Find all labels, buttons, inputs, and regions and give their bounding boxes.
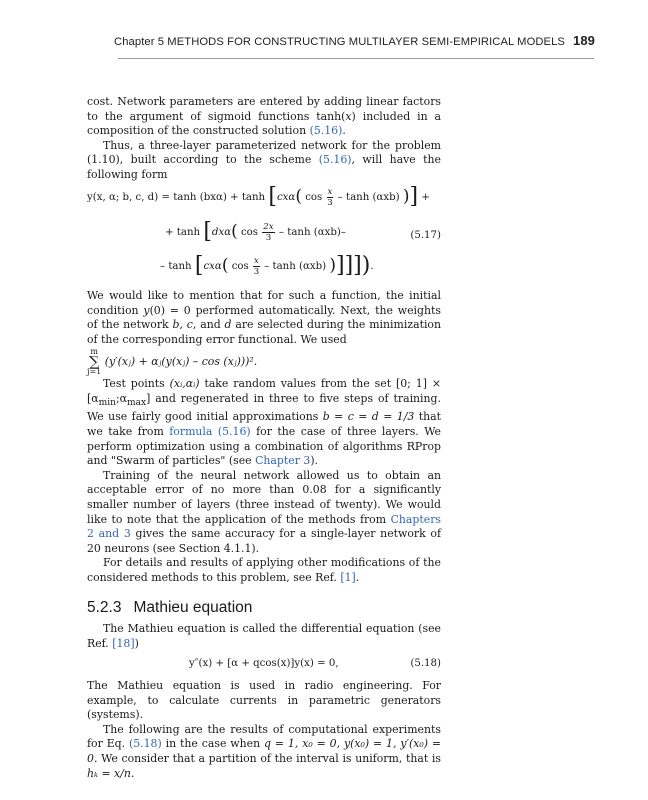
text: ).: [310, 454, 319, 468]
text: Thus, a three-layer parameterized network for the problem (1.10), built according to the scheme: [87, 138, 441, 167]
text: The following are the results of computational experiments for Eq.: [87, 722, 441, 751]
text: ): [134, 636, 139, 650]
text: For details and results of applying other modifications of the considered methods to this problem, see Ref.: [87, 556, 441, 584]
page-number: 189: [573, 33, 595, 48]
text: (0) = 0 performed automatically. Next, the weights of the network: [87, 303, 441, 332]
equation-5-18: [87, 658, 441, 669]
eq-term: cos: [231, 261, 249, 272]
text: Training of the neural network allowed us to obtain an acceptable error of no more than 0.08 for a significantly smaller number of layers (three instead of twenty). We would like to note that the application of the methods from: [87, 468, 441, 526]
text: (xᵢ,αᵢ): [169, 377, 200, 390]
text: .: [342, 124, 346, 138]
text: gives the same accuracy for a single-layer network of 20 neurons (see Section 4.1.1).: [87, 527, 441, 555]
running-head: [114, 33, 595, 48]
chapter-3-link[interactable]: Chapter 3: [255, 454, 311, 468]
text: b = c = d = 1/3: [322, 410, 415, 424]
eq-term: – tanh: [160, 261, 192, 272]
equation-5-17-line-2: + tanh [dxα( cos $\frac{2x}{3}$ – tanh (αxb)– (5.17): [165, 219, 441, 244]
eq-term: cxα: [203, 261, 222, 272]
numerator: x: [254, 255, 259, 266]
text: that we take from: [87, 410, 441, 438]
ref-1-link[interactable]: [1]: [340, 570, 356, 584]
text: cost. Network parameters are entered by adding linear factors to the argument of sigmoid functions tanh(: [87, 95, 441, 123]
functional: (y′(xⱼ) + αⱼ(y(xⱼ) – cos (xⱼ)))².: [104, 355, 258, 369]
text: .: [130, 766, 135, 780]
formula-link-5-16[interactable]: formula (5.16): [169, 424, 251, 438]
text: ,: [179, 318, 187, 332]
equation-number: (5.17): [410, 230, 441, 241]
eq-term: cxα: [276, 192, 296, 203]
text: The Mathieu equation is called the differential equation (see Ref.: [87, 622, 441, 650]
text: The Mathieu equation is used in radio engineering. For example, to calculate currents in parametric generators (systems).: [87, 679, 441, 722]
eq-body: y″(x) + [α + qcos(x)]y(x) = 0,: [189, 658, 339, 669]
fraction: [253, 256, 260, 277]
text: are selected during the minimization of the corresponding error functional. We used: [87, 318, 442, 346]
eq-link-5-18[interactable]: (5.18): [128, 737, 162, 751]
text: ;α: [115, 391, 127, 405]
equation-5-17-line-3: – tanh [cxα( cos $\frac{x}{3}$ – tanh (αxb) )]]]).: [160, 253, 374, 278]
text: take random values from the set [0; 1] × [α: [87, 377, 441, 405]
header-rule: [118, 58, 594, 59]
chapters-2-3-link[interactable]: Chapters 2 and 3: [87, 512, 441, 541]
eq-term: –: [340, 227, 346, 238]
ref-18-link[interactable]: [18]: [112, 636, 135, 650]
eq-link-5-16[interactable]: (5.16): [318, 153, 352, 167]
eq-link-5-16[interactable]: (5.16): [309, 124, 343, 138]
text: for the case of three layers. We perform optimization using a combination of algorithms RProp and "Swarm of particles" (see: [87, 424, 441, 468]
equation-5-17-line-1: y(x, α; b, c, d) = tanh (bxα) + tanh [cxα( cos $\frac{x}{3}$ – tanh (αxb) )] +: [87, 184, 430, 209]
eq-lhs: y(x, α; b, c, d) = tanh (bxα) + tanh: [87, 192, 266, 203]
text: , will have the following form: [87, 153, 442, 181]
text: in the case when: [161, 737, 265, 751]
sum-symbol: ∑: [89, 354, 100, 371]
denominator: 3: [253, 266, 260, 277]
text: max: [127, 397, 147, 408]
text: y: [143, 303, 150, 317]
text: min: [98, 397, 116, 408]
numerator: 2x: [263, 221, 274, 232]
denominator: 3: [265, 232, 272, 243]
denominator: 3: [327, 197, 333, 208]
running-title: Chapter 5 METHODS FOR CONSTRUCTING MULTILAYER SEMI-EMPIRICAL MODELS: [114, 36, 565, 48]
eq-term: cos: [305, 192, 323, 203]
eq-term: tanh (αxb): [345, 192, 400, 203]
text: ) included in a composition of the constructed solution: [87, 109, 442, 138]
text: Test points: [103, 377, 170, 390]
eq-term: +: [421, 192, 430, 203]
eq-term: tanh (αxb): [272, 261, 327, 272]
text: We would like to mention that for such a function, the initial condition: [87, 289, 441, 317]
text: d: [224, 318, 232, 332]
paragraph-4: [87, 377, 441, 585]
paragraph-1: [87, 95, 441, 183]
fraction: [262, 222, 274, 243]
text: x: [345, 109, 352, 123]
summation: [87, 348, 101, 376]
section-number: 5.2.3: [87, 599, 122, 616]
text: q = 1, x₀ = 0, y(x₀) = 1, y′(x₀) = 0: [87, 737, 441, 765]
section-heading: [87, 599, 252, 617]
eq-term: .: [370, 261, 374, 272]
fraction: [327, 187, 334, 208]
text: . We consider that a partition of the interval is uniform, that is: [93, 751, 441, 765]
eq-term: dxα: [211, 227, 232, 238]
text: hₖ = x/n: [87, 766, 131, 780]
numerator: x: [327, 186, 333, 197]
paragraph-7: [87, 622, 441, 651]
paragraph-8: [87, 679, 441, 781]
text: c: [186, 318, 193, 332]
text: , and: [192, 318, 225, 332]
sum-upper: m: [90, 347, 98, 357]
text: ] and regenerated in three to five steps of training. We use fairly good initial approximations: [87, 391, 441, 424]
section-title: Mathieu equation: [133, 599, 253, 616]
eq-term: cos: [240, 227, 259, 238]
text: .: [355, 570, 360, 584]
eq-term: tanh (αxb): [287, 227, 341, 238]
equation-number: (5.18): [410, 658, 441, 669]
text: b: [172, 318, 180, 332]
eq-term: + tanh: [165, 227, 201, 238]
paragraph-3: [87, 289, 441, 376]
sum-lower: j=1: [87, 367, 102, 377]
